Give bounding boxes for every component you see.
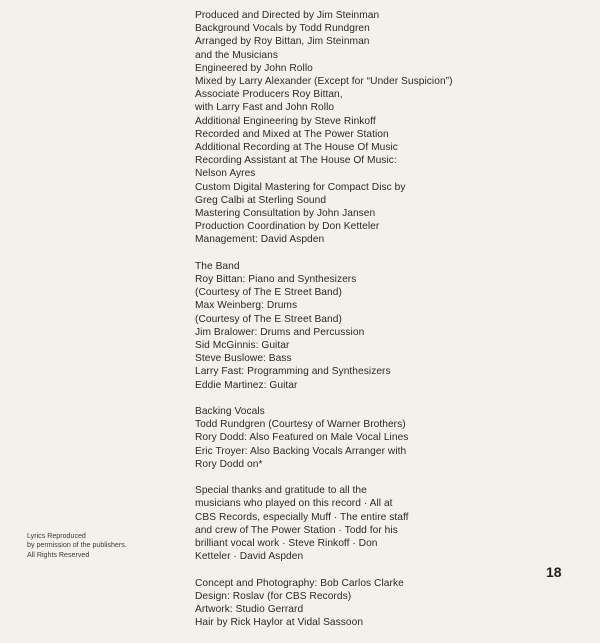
credit-line: Artwork: Studio Gerrard: [195, 604, 304, 616]
credit-line: Ketteler · David Aspden: [195, 551, 304, 563]
page-number: 18: [546, 564, 562, 580]
credit-line: Production Coordination by Don Ketteler: [195, 221, 380, 233]
credit-line: Custom Digital Mastering for Compact Disc by: [195, 181, 406, 193]
credit-line: Eddie Martinez: Guitar: [195, 379, 298, 391]
credit-line: Recording Assistant at The House Of Music:: [195, 155, 397, 167]
credit-line: Concept and Photography: Bob Carlos Clarke: [195, 577, 404, 589]
lyrics-note-line: All Rights Reserved: [27, 550, 90, 559]
credit-line: with Larry Fast and John Rollo: [195, 102, 335, 114]
credit-line: Design: Roslav (for CBS Records): [195, 590, 352, 602]
credit-line: Greg Calbi at Sterling Sound: [195, 194, 327, 206]
credit-line: and crew of The Power Station · Todd for his: [195, 524, 398, 536]
credit-line: Special thanks and gratitude to all the: [195, 485, 367, 497]
credit-line: CBS Records, especially Muff · The entire staff: [195, 511, 409, 523]
credit-line: Backing Vocals: [195, 406, 265, 418]
credit-line: Rory Dodd: Also Featured on Male Vocal Lines: [195, 432, 409, 444]
credit-line: Steve Buslowe: Bass: [195, 353, 292, 365]
credit-line: brilliant vocal work · Steve Rinkoff · Don: [195, 538, 378, 550]
credit-line: The Band: [195, 260, 240, 272]
lyrics-note-line: Lyrics Reproduced: [27, 532, 86, 540]
special-thanks: [195, 484, 590, 563]
credit-line: Larry Fast: Programming and Synthesizers: [195, 366, 391, 378]
credit-line: Engineered by John Rollo: [195, 62, 313, 74]
credit-line: Hair by Rick Haylor at Vidal Sassoon: [195, 617, 364, 629]
credit-line: Additional Recording at The House Of Music: [195, 142, 398, 154]
production-credits: [195, 9, 590, 247]
credit-line: Max Weinberg: Drums: [195, 300, 298, 312]
backing-vocals-credits: [195, 405, 590, 471]
credits-column: [195, 9, 590, 643]
credit-line: musicians who played on this record · All at: [195, 498, 393, 510]
credit-line: Additional Engineering by Steve Rinkoff: [195, 115, 376, 127]
credit-line: Arranged by Roy Bittan, Jim Steinman: [195, 36, 370, 48]
lyrics-note-line: by permission of the publishers.: [27, 541, 127, 550]
credit-line: Rory Dodd on*: [195, 458, 263, 470]
credit-line: and the Musicians: [195, 49, 278, 61]
credit-line: Eric Troyer: Also Backing Vocals Arranger with: [195, 445, 407, 457]
credit-line: (Courtesy of The E Street Band): [195, 313, 342, 325]
credit-line: Mastering Consultation by John Jansen: [195, 208, 376, 220]
credit-line: Roy Bittan: Piano and Synthesizers: [195, 274, 357, 286]
credit-line: Produced and Directed by Jim Steinman: [195, 10, 380, 21]
lyrics-permission-note: [27, 532, 157, 560]
credit-line: Sid McGinnis: Guitar: [195, 340, 290, 352]
credit-line: Associate Producers Roy Bittan,: [195, 89, 343, 101]
artwork-credits: [195, 577, 590, 630]
credit-line: Management: David Aspden: [195, 234, 325, 246]
credit-line: Nelson Ayres: [195, 168, 256, 180]
credit-line: Background Vocals by Todd Rundgren: [195, 23, 370, 35]
credit-line: Mixed by Larry Alexander (Except for “Under Suspicion”): [195, 76, 453, 88]
credit-line: Jim Bralower: Drums and Percussion: [195, 326, 365, 338]
credit-line: Recorded and Mixed at The Power Station: [195, 128, 389, 140]
credit-line: (Courtesy of The E Street Band): [195, 287, 342, 299]
band-credits: [195, 260, 590, 392]
credit-line: Todd Rundgren (Courtesy of Warner Brothers): [195, 419, 406, 431]
